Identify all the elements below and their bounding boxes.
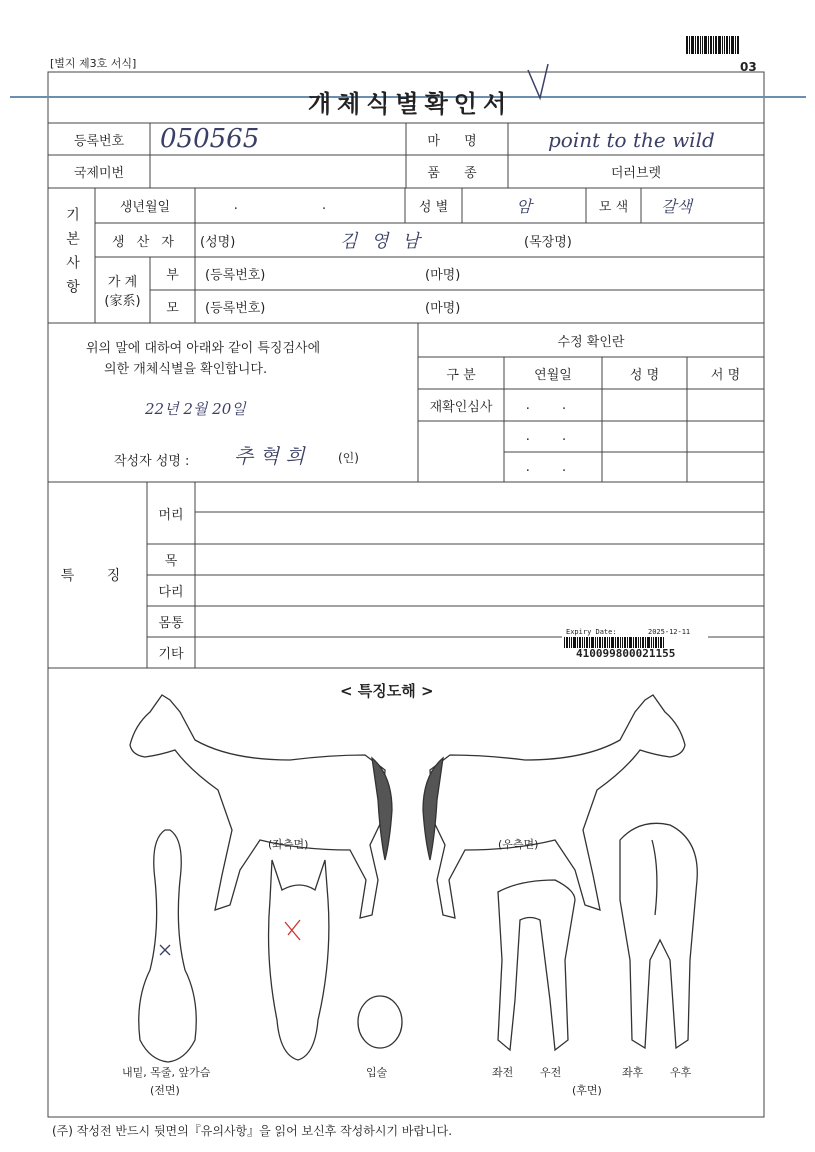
- page-number: 03: [740, 60, 757, 74]
- form-label: [별지 제3호 서식]: [50, 57, 137, 70]
- sex-value: 암: [516, 197, 532, 216]
- sex-label: 성 별: [418, 200, 449, 215]
- revision-header-type: 구 분: [446, 367, 476, 383]
- horse-forelegs-figure: [498, 880, 575, 1050]
- color-value: 갈색: [661, 197, 692, 216]
- color-label: 모 색: [598, 200, 629, 215]
- expiry-label: Expiry Date:: [566, 628, 617, 636]
- diagram-title: < 특징도해 >: [340, 682, 434, 700]
- rear-label: (후면): [572, 1084, 602, 1097]
- revision-title: 수정 확인란: [557, 334, 625, 350]
- sticker-code: 410099800021155: [576, 647, 676, 660]
- intl-no-label: 국제미번: [73, 166, 125, 181]
- basic-section-label: 기본사항: [64, 207, 80, 303]
- feature-head-label: 머리: [158, 507, 184, 523]
- left-side-label: (좌측면): [268, 838, 309, 851]
- front-caption: 내밑, 목줄, 앞가슴: [122, 1066, 211, 1079]
- fore-left-label: 좌전: [492, 1066, 514, 1079]
- reg-no-value: 050565: [160, 124, 260, 154]
- expiry-date: 2025-12-11: [648, 628, 691, 636]
- author-signature: 추 혁 희: [234, 444, 305, 468]
- horse-left-side-figure: [130, 695, 392, 918]
- revision-header-name: 성 명: [629, 367, 660, 383]
- sire-name-label: (마명): [425, 268, 461, 283]
- confirm-statement-line1: 위의 말에 대하여 아래와 같이 특징검사에: [86, 341, 321, 356]
- farm-name-label: (목장명): [524, 234, 572, 250]
- horse-lips-figure: [358, 996, 402, 1048]
- sire-reg-label: (등록번호): [205, 268, 266, 283]
- revision-row2-date: . .: [525, 429, 581, 444]
- confirm-date: 22년 2월 20일: [145, 400, 246, 418]
- feature-legs-label: 다리: [158, 585, 184, 600]
- revision-row1-type: 재확인심사: [429, 399, 493, 415]
- birth-value: . .: [233, 198, 367, 213]
- features-section-label: 특 징: [60, 568, 135, 584]
- revision-header-date: 연월일: [534, 367, 572, 383]
- family-label-text: 가 계: [107, 275, 138, 290]
- dam-label: 모: [166, 301, 179, 316]
- footer-note: (주) 작성전 반드시 뒷면의『유의사항』을 읽어 보신후 작성하시기 바랍니다.: [52, 1124, 453, 1138]
- feature-other-label: 기타: [158, 647, 184, 662]
- hind-left-label: 좌후: [622, 1066, 644, 1079]
- lips-caption: 입술: [366, 1066, 388, 1079]
- revision-row3-date: . .: [525, 459, 581, 475]
- right-side-label: (우측면): [498, 838, 539, 851]
- family-label-hanja: (家系): [104, 294, 141, 309]
- author-seal: (인): [338, 451, 359, 465]
- horse-name-value: point to the wild: [548, 128, 715, 152]
- horse-head-front-figure: [269, 860, 329, 1060]
- front-label: (전면): [150, 1084, 180, 1097]
- producer-name-value: 김 영 남: [340, 231, 424, 252]
- revision-row1-date: . .: [525, 397, 581, 413]
- fore-right-label: 우전: [540, 1066, 562, 1079]
- breed-label: 품 종: [427, 166, 487, 181]
- reg-no-label: 등록번호: [73, 133, 125, 149]
- feature-neck-label: 목: [164, 554, 178, 569]
- birth-label: 생년월일: [119, 200, 171, 215]
- dam-reg-label: (등록번호): [205, 301, 266, 316]
- horse-name-label: 마 명: [427, 133, 487, 149]
- breed-value: 더러브렛: [610, 166, 662, 181]
- page-title: 개체식별확인서: [307, 90, 513, 118]
- feature-body-label: 몸통: [158, 616, 184, 631]
- horse-hind-figure: [620, 823, 697, 1048]
- producer-label: 생 산 자: [112, 234, 178, 250]
- author-label: 작성자 성명 :: [114, 454, 190, 469]
- sire-label: 부: [166, 268, 179, 283]
- confirm-statement-line2: 의한 개체식별을 확인합니다.: [104, 362, 268, 377]
- hind-right-label: 우후: [670, 1066, 692, 1079]
- producer-name-label: (성명): [200, 234, 236, 250]
- horse-chest-figure: [139, 830, 197, 1062]
- dam-name-label: (마명): [425, 301, 461, 316]
- revision-header-sign: 서 명: [710, 367, 741, 383]
- horse-right-side-figure: [423, 695, 685, 918]
